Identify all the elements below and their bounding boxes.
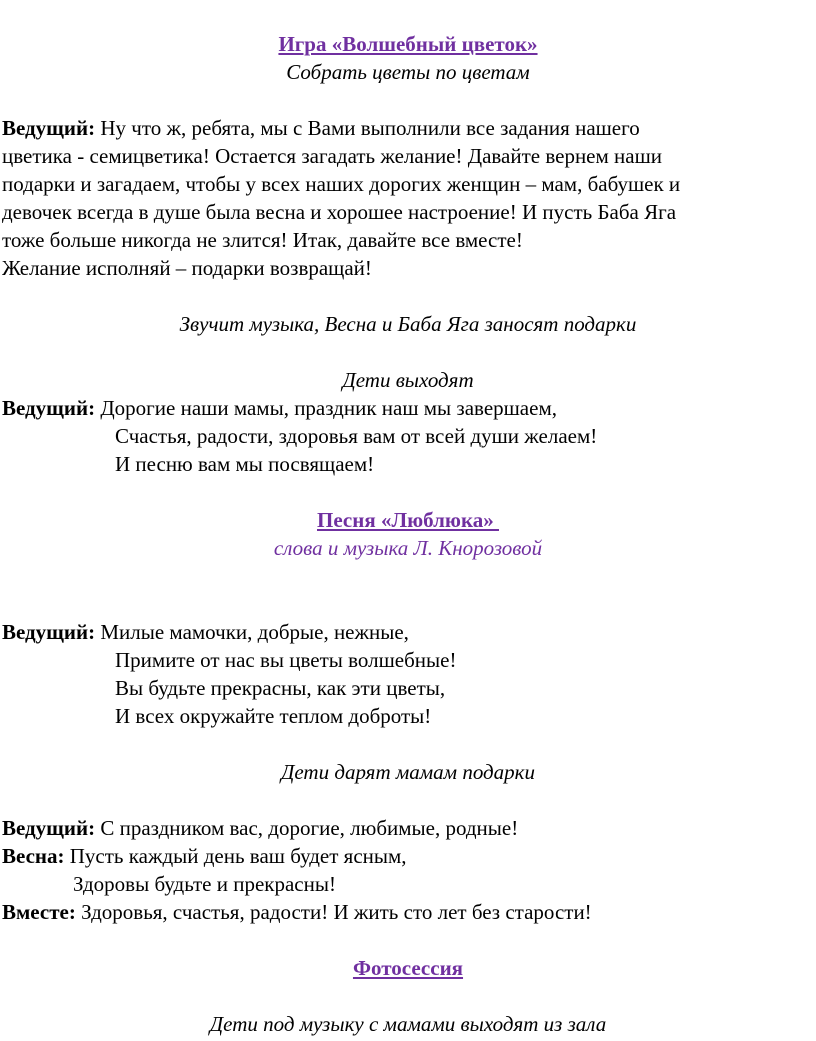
song-title-line: [0, 506, 816, 534]
speaker-label: Вместе:: [2, 900, 76, 924]
para1-line-4: девочек всегда в душе была весна и хорошее настроение! И пусть Баба Яга: [2, 200, 677, 224]
stage-direction-3: Дети дарят мамам подарки: [281, 760, 535, 784]
para3-line-3: Вы будьте прекрасны, как эти цветы,: [115, 676, 446, 700]
para3-line-1: [2, 618, 409, 646]
speaker-label: Ведущий:: [2, 620, 96, 644]
para3-line-2: Примите от нас вы цветы волшебные!: [115, 648, 457, 672]
para2-line-2: Счастья, радости, здоровья вам от всей души желаем!: [115, 424, 598, 448]
para3-text: Милые мамочки, добрые, нежные,: [95, 620, 409, 644]
para1-line-2: цветика - семицветика! Остается загадать желание! Давайте вернем наши: [2, 144, 663, 168]
game-title-line: [0, 30, 816, 58]
song-credits: слова и музыка Л. Кнорозовой: [273, 536, 543, 560]
para2-text: Дорогие наши мамы, праздник наш мы завершаем,: [95, 396, 557, 420]
game-subtitle: Собрать цветы по цветам: [286, 60, 530, 84]
photo-title-line: [0, 954, 816, 982]
stage-direction-1: Звучит музыка, Весна и Баба Яга заносят подарки: [179, 312, 637, 336]
para1-line-1: [2, 114, 640, 142]
game-title: Игра «Волшебный цветок»: [278, 32, 538, 56]
para1-line-3: подарки и загадаем, чтобы у всех наших дорогих женщин – мам, бабушек и: [2, 172, 681, 196]
stage-direction-2: Дети выходят: [342, 368, 474, 392]
para1-line-6: Желание исполняй – подарки возвращай!: [2, 256, 372, 280]
speaker-label: Ведущий:: [2, 116, 96, 140]
stage-direction-4: Дети под музыку с мамами выходят из зала: [209, 1012, 607, 1036]
para4-line-3: Здоровы будьте и прекрасны!: [73, 872, 336, 896]
para4-text: С праздником вас, дорогие, любимые, родные!: [95, 816, 519, 840]
para1-line-5: тоже больше никогда не злится! Итак, давайте все вместе!: [2, 228, 523, 252]
para2-line-3: И песню вам мы посвящаем!: [115, 452, 375, 476]
para4-line-4: [2, 898, 592, 926]
para4-line-2: [2, 842, 407, 870]
para2-line-1: [2, 394, 557, 422]
para1-text: Ну что ж, ребята, мы с Вами выполнили все задания нашего: [95, 116, 640, 140]
speaker-label: Ведущий:: [2, 396, 96, 420]
para4-text: Здоровья, счастья, радости! И жить сто лет без старости!: [75, 900, 592, 924]
photo-title: Фотосессия: [352, 956, 464, 980]
speaker-label: Весна:: [2, 844, 65, 868]
para3-line-4: И всех окружайте теплом доброты!: [115, 704, 432, 728]
speaker-label: Ведущий:: [2, 816, 96, 840]
para4-text: Пусть каждый день ваш будет ясным,: [64, 844, 407, 868]
para4-line-1: [2, 814, 518, 842]
song-title: Песня «Люблюка»: [317, 508, 499, 532]
